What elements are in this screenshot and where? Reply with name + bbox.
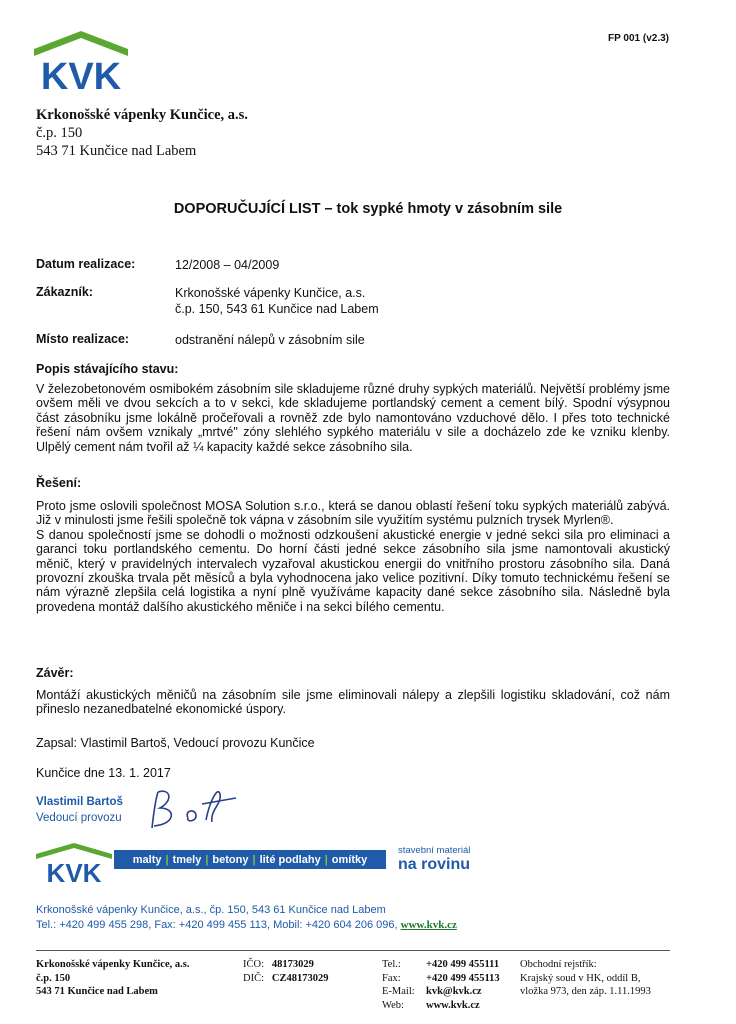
date-value: 12/2008 – 04/2009 (175, 258, 280, 272)
place-and-date: Kunčice dne 13. 1. 2017 (36, 766, 171, 780)
signatory-name: Vlastimil Bartoš (36, 796, 123, 808)
web-label: Web: (382, 999, 404, 1011)
footer-contact-labels (382, 958, 415, 1012)
current-state-heading: Popis stávajícího stavu: (36, 362, 179, 376)
kvk-logo-text: KVK (40, 56, 122, 98)
dic-label: DIČ: (243, 972, 264, 984)
customer-value-line2: č.p. 150, 543 61 Kunčice nad Labem (175, 302, 379, 316)
email-value[interactable]: kvk@kvk.cz (426, 986, 482, 997)
footer-company-block (36, 958, 189, 999)
solution-paragraph-2: S danou společností jsme se dohodli o možnosti odzkoušení akustické energie v jedné sekci sila pro eliminaci a garanci toku portlandského cementu. Do horní části jedné sekce zásobního sila jsme namontovali akustický měnič, který v pravidelných intervalech vyzařoval akustickou energii do vnitřního prostoru zásobního sila. Daná provozní zkouška trvala pět měsíců a byla vyhodnocena jako velice pozitivní. Díky tomuto technickému řešení se nám výrazně zlepšila celá logistika a nyní plně využíváme kapacity dané sekce zásobního sila. Následně byla provedena montáž dalšího akustického měniče i na sekci bílého cementu. (36, 527, 670, 614)
ico-label: IČO: (243, 959, 264, 970)
footer-website-link[interactable]: www.kvk.cz (400, 919, 457, 931)
company-name: Krkonošské vápenky Kunčice, a.s. (36, 107, 248, 123)
registry-line2: Krajský soud v HK, oddíl B, (520, 972, 641, 984)
banner-item-betony: betony (212, 853, 249, 866)
footer-ids-block (243, 958, 328, 985)
solution-paragraph-1: Proto jsme oslovili společnost MOSA Solution s.r.o., která se danou oblastí řešení toku sypkých materiálů zabývá. Již v minulosti jsme řešili společně tok vápna v zásobním sile využitím systému pulzních trysek Myrlen®. (36, 499, 670, 528)
handwritten-signature (140, 780, 250, 840)
footer-divider (36, 950, 670, 951)
customer-value-line1: Krkonošské vápenky Kunčice, a.s. (175, 286, 366, 300)
ico-value: 48173029 (271, 959, 314, 970)
document-title: DOPORUČUJÍCÍ LIST – tok sypké hmoty v zásobním sile (173, 201, 563, 217)
current-state-paragraph: V železobetonovém osmibokém zásobním sile skladujeme různé druhy sypkých materiálů. Největší problémy jsme ovšem měli ve dvou sekcích a to v sekci, kde skladujeme portlandský cement a cement bílý. Spodní výsypnou část zásobníku jsme lokálně pročeřovali a rovněž zde bylo namontováno vzduchové dělo. I přes toto technické řešení nám ovšem vznikaly „mrtvé" zóny slehlého sypkého materiálu v sile a docházelo zde ke vzniku klenby. Ulpělý cement nám tvořil až ¼ kapacity každé sekce zásobního sila. (36, 382, 670, 454)
customer-label: Zákazník: (36, 285, 93, 299)
tagline-big: na rovinu (398, 856, 471, 873)
tagline-small: stavební materiál (398, 845, 471, 856)
footer-company-name: Krkonošské vápenky Kunčice, a.s. (36, 959, 190, 970)
solution-heading: Řešení: (36, 476, 82, 490)
footer-company-city: 543 71 Kunčice nad Labem (36, 986, 158, 997)
date-label: Datum realizace: (36, 257, 136, 271)
email-label: E-Mail: (382, 986, 415, 997)
product-banner: malty | tmely | betony | lité podlahy | omítky (114, 850, 386, 869)
dic-value: CZ48173029 (271, 972, 329, 984)
customer-value (175, 285, 379, 317)
fax-value: +420 499 455113 (426, 972, 500, 984)
current-state-text (36, 382, 670, 454)
conclusion-heading: Závěr: (36, 666, 74, 680)
document-code: FP 001 (v2.3) (608, 33, 669, 44)
footer-address: Krkonošské vápenky Kunčice, a.s., čp. 150, 543 61 Kunčice nad Labem (36, 904, 386, 916)
place-value: odstranění nálepů v zásobním sile (175, 333, 365, 347)
registry-line1: Obchodní rejstřík: (520, 959, 597, 970)
kvk-banner-logo (36, 842, 112, 886)
company-address-line2: 543 71 Kunčice nad Labem (36, 143, 197, 159)
banner-item-omitky: omítky (331, 853, 368, 866)
tel-label: Tel.: (382, 959, 401, 970)
company-address-line1: č.p. 150 (36, 125, 83, 141)
kvk-logo (34, 29, 128, 99)
web-value[interactable]: www.kvk.cz (426, 999, 480, 1011)
place-label: Místo realizace: (36, 332, 130, 346)
fax-label: Fax: (382, 972, 401, 984)
conclusion-text (36, 688, 670, 717)
signatory-role: Vedoucí provozu (36, 812, 122, 824)
company-header (36, 106, 248, 160)
kvk-banner-logo-text: KVK (46, 858, 102, 886)
solution-text (36, 499, 670, 614)
footer-phone-line: Tel.: +420 499 455 298, Fax: +420 499 455 113, Mobil: +420 604 206 096, (36, 919, 401, 931)
footer-registry-block (520, 958, 651, 999)
recorded-by: Zapsal: Vlastimil Bartoš, Vedoucí provozu Kunčice (36, 736, 315, 750)
tel-value: +420 499 455111 (426, 959, 500, 970)
registry-line3: vložka 973, den záp. 1.11.1993 (520, 986, 651, 997)
footer-company-street: č.p. 150 (36, 972, 71, 984)
banner-item-malty: malty (132, 853, 162, 866)
banner-item-tmely: tmely (172, 853, 202, 866)
footer-contact-values (426, 958, 500, 1012)
banner-item-lite-podlahy: lité podlahy (259, 853, 321, 866)
footer-contacts (36, 919, 457, 931)
conclusion-paragraph: Montáží akustických měničů na zásobním sile jsme eliminovali nálepy a zlepšili logistiku skladování, což nám přineslo nezanedbatelné ekonomické úspory. (36, 688, 670, 717)
